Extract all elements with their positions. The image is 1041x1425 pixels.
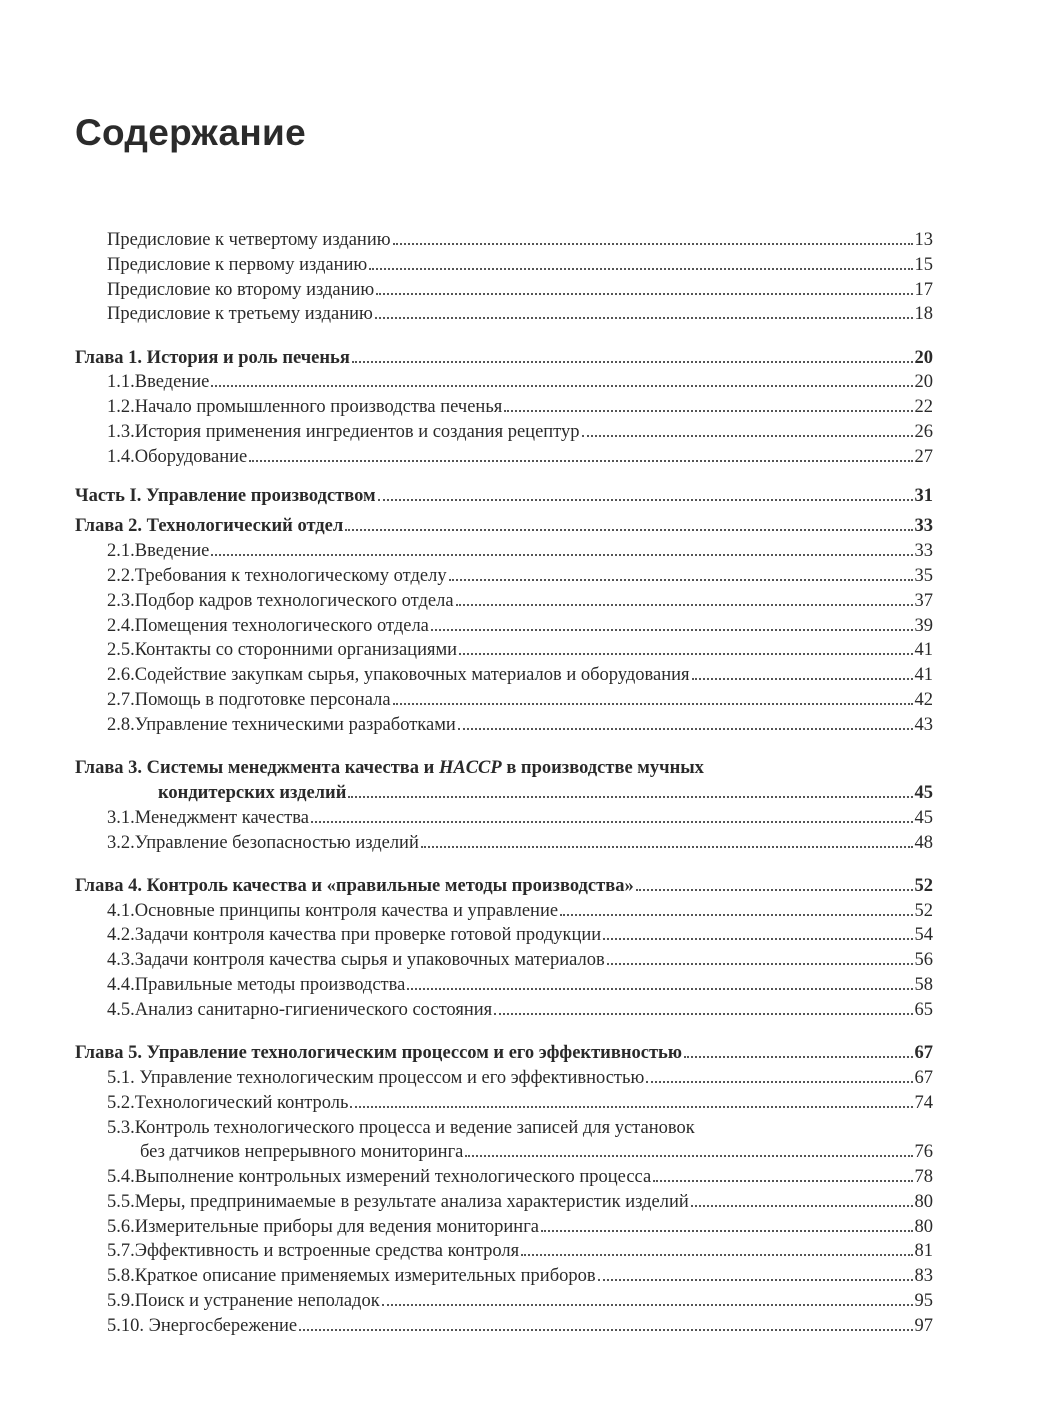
entry-title: 3.1.Менеджмент качества xyxy=(107,807,309,828)
page-number: 45 xyxy=(914,807,933,828)
entry-title: 4.2.Задачи контроля качества при проверке готовой продукции xyxy=(107,925,602,946)
toc-entry[interactable] xyxy=(75,539,933,564)
entry-title: 2.5.Контакты со сторонними организациями xyxy=(107,640,458,661)
dot-leader xyxy=(376,293,912,295)
dot-leader xyxy=(560,914,912,916)
page-number: 35 xyxy=(914,566,933,587)
dot-leader xyxy=(375,317,913,319)
toc-heading-entry[interactable] xyxy=(75,874,933,899)
toc-entry[interactable] xyxy=(75,1140,933,1165)
entry-title: Глава 4. Контроль качества и «правильные методы производства» xyxy=(75,875,634,896)
page-number: 52 xyxy=(914,900,933,921)
page-number: 22 xyxy=(914,397,933,418)
entry-title: Глава 2. Технологический отдел xyxy=(75,516,344,537)
toc-entry[interactable] xyxy=(75,1239,933,1264)
toc-entry[interactable] xyxy=(75,614,933,639)
dot-leader xyxy=(603,938,912,940)
page-number: 33 xyxy=(914,541,933,562)
dot-leader xyxy=(504,410,912,412)
entry-title: 2.2.Требования к технологическому отделу xyxy=(107,566,447,587)
entry-title: 5.7.Эффективность и встроенные средства контроля xyxy=(107,1241,520,1262)
entry-title: Предисловие к четвертому изданию xyxy=(107,230,391,250)
entry-title: 5.3.Контроль технологического процесса и ведение записей для установок xyxy=(107,1117,695,1138)
dot-leader xyxy=(598,1279,913,1281)
entry-title: 2.3.Подбор кадров технологического отдела xyxy=(107,590,454,611)
entry-title: без датчиков непрерывного мониторинга xyxy=(140,1142,464,1163)
toc-entry[interactable] xyxy=(75,1314,933,1339)
dot-leader xyxy=(369,268,912,270)
toc-entry[interactable] xyxy=(75,831,933,856)
toc-entry[interactable] xyxy=(75,638,933,663)
toc-entry[interactable] xyxy=(75,1215,933,1240)
dot-leader xyxy=(431,629,913,631)
entry-title: 4.4.Правильные методы производства xyxy=(107,975,406,996)
entry-title: 5.10. Энергосбережение xyxy=(107,1315,298,1336)
page-number: 52 xyxy=(914,875,933,896)
page-number: 20 xyxy=(914,372,933,393)
dot-leader xyxy=(582,435,913,437)
page-number: 54 xyxy=(914,925,933,946)
entry-title: 1.2.Начало промышленного производства печенья xyxy=(107,397,503,418)
toc-entry[interactable] xyxy=(75,1190,933,1215)
page-number: 74 xyxy=(914,1092,933,1113)
toc-entry[interactable] xyxy=(75,420,933,445)
toc-entry[interactable] xyxy=(75,1264,933,1289)
page-number: 67 xyxy=(914,1043,933,1064)
page-number: 58 xyxy=(914,975,933,996)
toc-entry[interactable] xyxy=(75,948,933,973)
toc-entry[interactable] xyxy=(75,998,933,1023)
dot-leader xyxy=(646,1081,912,1083)
toc-entry[interactable] xyxy=(75,370,933,395)
dot-leader xyxy=(378,499,913,501)
page-number: 76 xyxy=(914,1142,933,1163)
dot-leader xyxy=(311,821,913,823)
toc-entry[interactable] xyxy=(75,973,933,998)
entry-title: Предисловие ко второму изданию xyxy=(107,279,375,300)
entry-title: 4.1.Основные принципы контроля качества и управление xyxy=(107,900,559,921)
page-number: 45 xyxy=(914,782,933,803)
entry-title: 4.3.Задачи контроля качества сырья и упаковочных материалов xyxy=(107,950,605,971)
dot-leader xyxy=(494,1013,912,1015)
page-number: 67 xyxy=(914,1067,933,1088)
toc-entry[interactable] xyxy=(75,1066,933,1091)
page-number: 37 xyxy=(914,590,933,611)
page-number: 97 xyxy=(914,1315,933,1336)
toc-entry[interactable] xyxy=(75,278,933,303)
dot-leader xyxy=(458,728,913,730)
dot-leader xyxy=(382,1304,913,1306)
table-of-contents xyxy=(75,228,933,1339)
toc-entry[interactable] xyxy=(75,806,933,831)
page-number: 56 xyxy=(914,950,933,971)
page-number: 18 xyxy=(914,304,933,325)
entry-title: 1.1.Введение xyxy=(107,372,210,393)
toc-entry[interactable] xyxy=(75,663,933,688)
entry-title: 5.5.Меры, предпринимаемые в результате анализа характеристик изделий xyxy=(107,1191,689,1212)
entry-title: 2.8.Управление техническими разработками xyxy=(107,714,456,735)
dot-leader xyxy=(692,678,913,680)
entry-title: Предисловие к третьему изданию xyxy=(107,304,373,325)
dot-leader xyxy=(249,460,912,462)
dot-leader xyxy=(456,604,913,606)
dot-leader xyxy=(350,1106,912,1108)
toc-heading-entry[interactable] xyxy=(75,756,933,781)
entry-title: 5.8.Краткое описание применяемых измерительных приборов xyxy=(107,1266,596,1287)
dot-leader xyxy=(459,653,912,655)
toc-heading-entry[interactable] xyxy=(75,781,933,806)
dot-leader xyxy=(607,963,913,965)
page-title: Содержание xyxy=(75,112,306,153)
page-number: 65 xyxy=(914,999,933,1020)
entry-title: 3.2.Управление безопасностью изделий xyxy=(107,832,419,853)
page-number: 27 xyxy=(914,446,933,467)
dot-leader xyxy=(636,889,913,891)
toc-heading-entry[interactable] xyxy=(75,514,933,539)
dot-leader xyxy=(211,385,912,387)
page-number: 78 xyxy=(914,1167,933,1188)
dot-leader xyxy=(449,579,913,581)
page-number: 17 xyxy=(914,279,933,300)
entry-title: 2.1.Введение xyxy=(107,541,210,562)
toc-entry[interactable] xyxy=(75,445,933,470)
entry-title: кондитерских изделий xyxy=(158,782,347,803)
page-number: 20 xyxy=(914,347,933,368)
page-number: 13 xyxy=(914,230,933,250)
toc-entry[interactable] xyxy=(75,1289,933,1314)
toc-entry[interactable] xyxy=(75,1165,933,1190)
page-number: 42 xyxy=(914,690,933,711)
toc-heading-entry[interactable] xyxy=(75,346,933,371)
toc-entry[interactable] xyxy=(75,899,933,924)
entry-title: 4.5.Анализ санитарно-гигиенического состояния xyxy=(107,999,493,1020)
entry-title: 1.4.Оборудование xyxy=(107,446,248,467)
entry-title: 5.1. Управление технологическим процессом и его эффективностью xyxy=(107,1067,645,1088)
page-number: 31 xyxy=(914,485,933,506)
toc-heading-entry[interactable] xyxy=(75,1041,933,1066)
entry-title: 1.3.История применения ингредиентов и создания рецептур xyxy=(107,422,580,443)
page-number: 48 xyxy=(914,832,933,853)
entry-title: 5.6.Измерительные приборы для ведения мониторинга xyxy=(107,1216,540,1237)
toc-entry[interactable] xyxy=(75,923,933,948)
page-number: 41 xyxy=(914,665,933,686)
entry-title: 2.4.Помещения технологического отдела xyxy=(107,615,429,636)
dot-leader xyxy=(407,988,912,990)
page-number: 43 xyxy=(914,714,933,735)
dot-leader xyxy=(684,1056,913,1058)
entry-title: 5.4.Выполнение контрольных измерений технологического процесса xyxy=(107,1167,652,1188)
entry-title: Предисловие к первому изданию xyxy=(107,254,368,275)
dot-leader xyxy=(345,529,912,531)
dot-leader xyxy=(393,243,913,245)
dot-leader xyxy=(691,1205,913,1207)
dot-leader xyxy=(348,796,912,798)
dot-leader xyxy=(352,361,913,363)
toc-entry[interactable] xyxy=(75,228,933,253)
entry-title: 2.7.Помощь в подготовке персонала xyxy=(107,690,391,711)
entry-title: 5.2.Технологический контроль xyxy=(107,1092,349,1113)
entry-title: Глава 3. Системы менеджмента качества и HACCP в производстве мучных xyxy=(75,758,704,779)
dot-leader xyxy=(393,703,913,705)
page-number: 39 xyxy=(914,615,933,636)
toc-entry[interactable] xyxy=(75,564,933,589)
entry-title: Глава 5. Управление технологическим процессом и его эффективностью xyxy=(75,1043,682,1064)
page-number: 15 xyxy=(914,254,933,275)
page-number: 33 xyxy=(914,516,933,537)
toc-entry[interactable] xyxy=(75,589,933,614)
page-number: 95 xyxy=(914,1291,933,1312)
toc-entry[interactable] xyxy=(75,688,933,713)
toc-entry[interactable] xyxy=(75,1116,933,1141)
page-number: 81 xyxy=(914,1241,933,1262)
dot-leader xyxy=(421,846,913,848)
toc-entry[interactable] xyxy=(75,713,933,738)
page-number: 80 xyxy=(914,1216,933,1237)
toc-entry[interactable] xyxy=(75,302,933,327)
dot-leader xyxy=(541,1230,912,1232)
entry-title: 2.6.Содействие закупкам сырья, упаковочных материалов и оборудования xyxy=(107,665,690,686)
toc-entry[interactable] xyxy=(75,1091,933,1116)
dot-leader xyxy=(211,554,912,556)
entry-title: Глава 1. История и роль печенья xyxy=(75,347,350,368)
page-number: 26 xyxy=(914,422,933,443)
page-number: 41 xyxy=(914,640,933,661)
toc-entry[interactable] xyxy=(75,395,933,420)
dot-leader xyxy=(465,1155,912,1157)
entry-title: Часть I. Управление производством xyxy=(75,485,376,506)
page-number: 83 xyxy=(914,1266,933,1287)
dot-leader xyxy=(521,1254,912,1256)
toc-heading-entry[interactable] xyxy=(75,484,933,509)
entry-title: 5.9.Поиск и устранение неполадок xyxy=(107,1291,380,1312)
page-number: 80 xyxy=(914,1191,933,1212)
dot-leader xyxy=(653,1180,912,1182)
toc-entry[interactable] xyxy=(75,253,933,278)
dot-leader xyxy=(299,1329,912,1331)
